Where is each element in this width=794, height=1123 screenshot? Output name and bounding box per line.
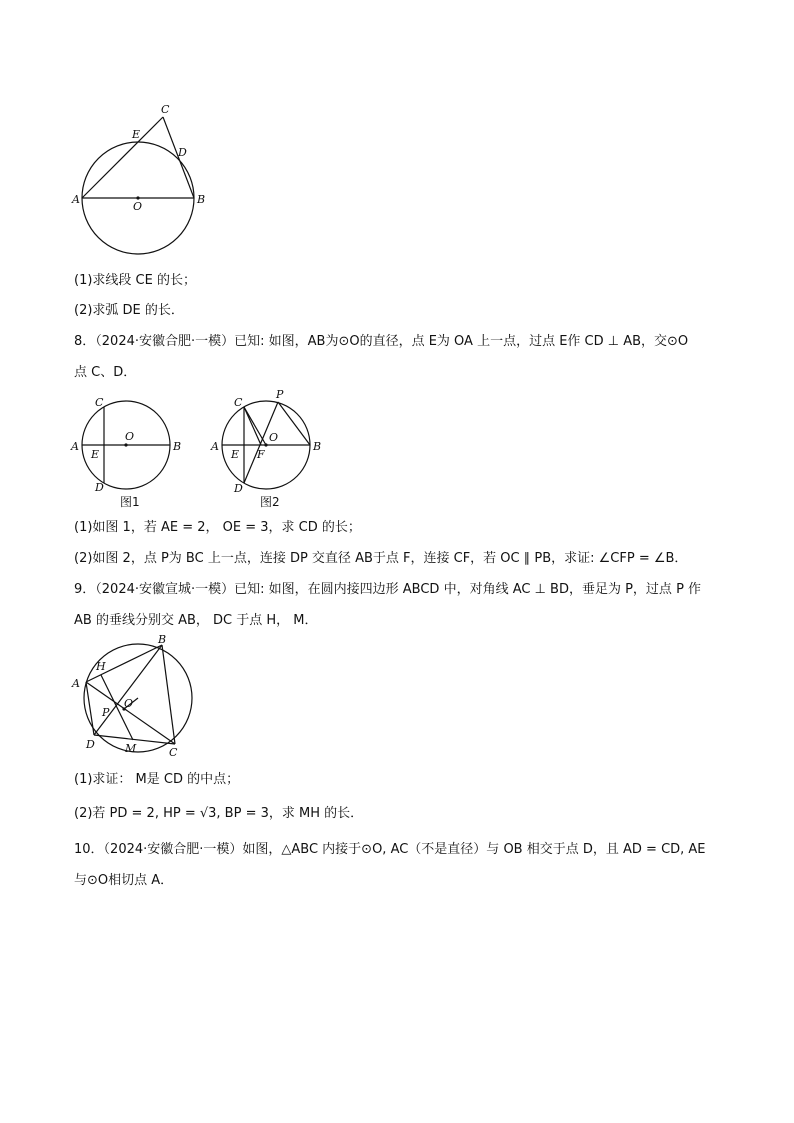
label-b: B	[173, 440, 182, 453]
label-o: O	[133, 200, 143, 213]
label-c: C	[161, 103, 170, 116]
q8-part2: (2)如图 2，点 P为 BC 上一点，连接 DP 交直径 AB于点 F，连接 CF，若 OC ∥ PB，求证: ∠CFP = ∠B．	[74, 551, 688, 566]
label-p: P	[276, 388, 284, 401]
label-o: O	[269, 431, 279, 444]
q8-stem-line1: 8．（2024·安徽合肥·一模）已知: 如图，AB为⊙O的直径，点 E为 OA 上一点，过点 E作 CD ⊥ AB，交⊙O	[74, 334, 689, 349]
label-d: D	[234, 482, 243, 495]
label-e: E	[91, 448, 100, 461]
label-d: D	[86, 738, 95, 751]
q9-part2: (2)若 PD = 2, HP = √3, BP = 3，求 MH 的长．	[74, 806, 364, 821]
q7-part1: (1)求线段 CE 的长；	[74, 273, 196, 288]
label-b: B	[197, 193, 206, 206]
label-h: H	[96, 660, 106, 673]
center-point	[124, 443, 127, 446]
figure-q8-1	[68, 390, 188, 510]
label-b: B	[158, 633, 167, 646]
label-d: D	[178, 146, 187, 159]
label-e: E	[231, 448, 240, 461]
segment-cf	[244, 407, 261, 445]
label-b: B	[313, 440, 322, 453]
q8-part1: (1)如图 1，若 AE = 2， OE = 3，求 CD 的长；	[74, 520, 361, 535]
figure-q7	[70, 100, 220, 260]
segment-oc	[244, 407, 266, 445]
label-f: F	[257, 448, 265, 461]
q9-stem-line1: 9．（2024·安徽宣城·一模）已知: 如图，在圆内接四边形 ABCD 中，对角线 AC ⊥ BD，垂足为 P，过点 P 作	[74, 582, 702, 597]
side-bc	[162, 645, 175, 744]
label-c: C	[95, 396, 104, 409]
q7-part2: (2)求弧 DE 的长．	[74, 303, 184, 318]
caption-fig2: 图2	[260, 495, 280, 509]
caption-fig1: 图1	[120, 495, 140, 509]
q10-stem-line1: 10．（2024·安徽合肥·一模）如图，△ABC 内接于⊙O, AC（不是直径）与 OB 相交于点 D，且 AD = CD, AE	[74, 842, 706, 857]
diagonal-bd	[94, 645, 162, 735]
segment-ac	[82, 117, 163, 198]
figure-q9	[66, 632, 201, 762]
q9-stem-line2: AB 的垂线分别交 AB， DC 于点 H， M．	[74, 613, 318, 628]
label-a: A	[72, 193, 80, 206]
label-a: A	[72, 677, 80, 690]
label-o: O	[125, 430, 135, 443]
label-m: M	[125, 742, 137, 755]
label-a: A	[71, 440, 79, 453]
side-da	[86, 682, 94, 735]
label-p: P	[102, 706, 110, 719]
q9-part1: (1)求证： M是 CD 的中点；	[74, 772, 240, 787]
figure-q8-2	[208, 384, 333, 510]
label-e: E	[132, 128, 141, 141]
q10-stem-line2: 与⊙O相切点 A．	[74, 873, 174, 888]
segment-pb	[278, 402, 310, 445]
center-point	[264, 443, 267, 446]
q8-stem-line2: 点 C、D．	[74, 365, 137, 380]
label-d: D	[95, 481, 104, 494]
label-o: O	[124, 697, 134, 710]
label-c: C	[169, 746, 178, 759]
label-c: C	[234, 396, 243, 409]
label-a: A	[211, 440, 219, 453]
